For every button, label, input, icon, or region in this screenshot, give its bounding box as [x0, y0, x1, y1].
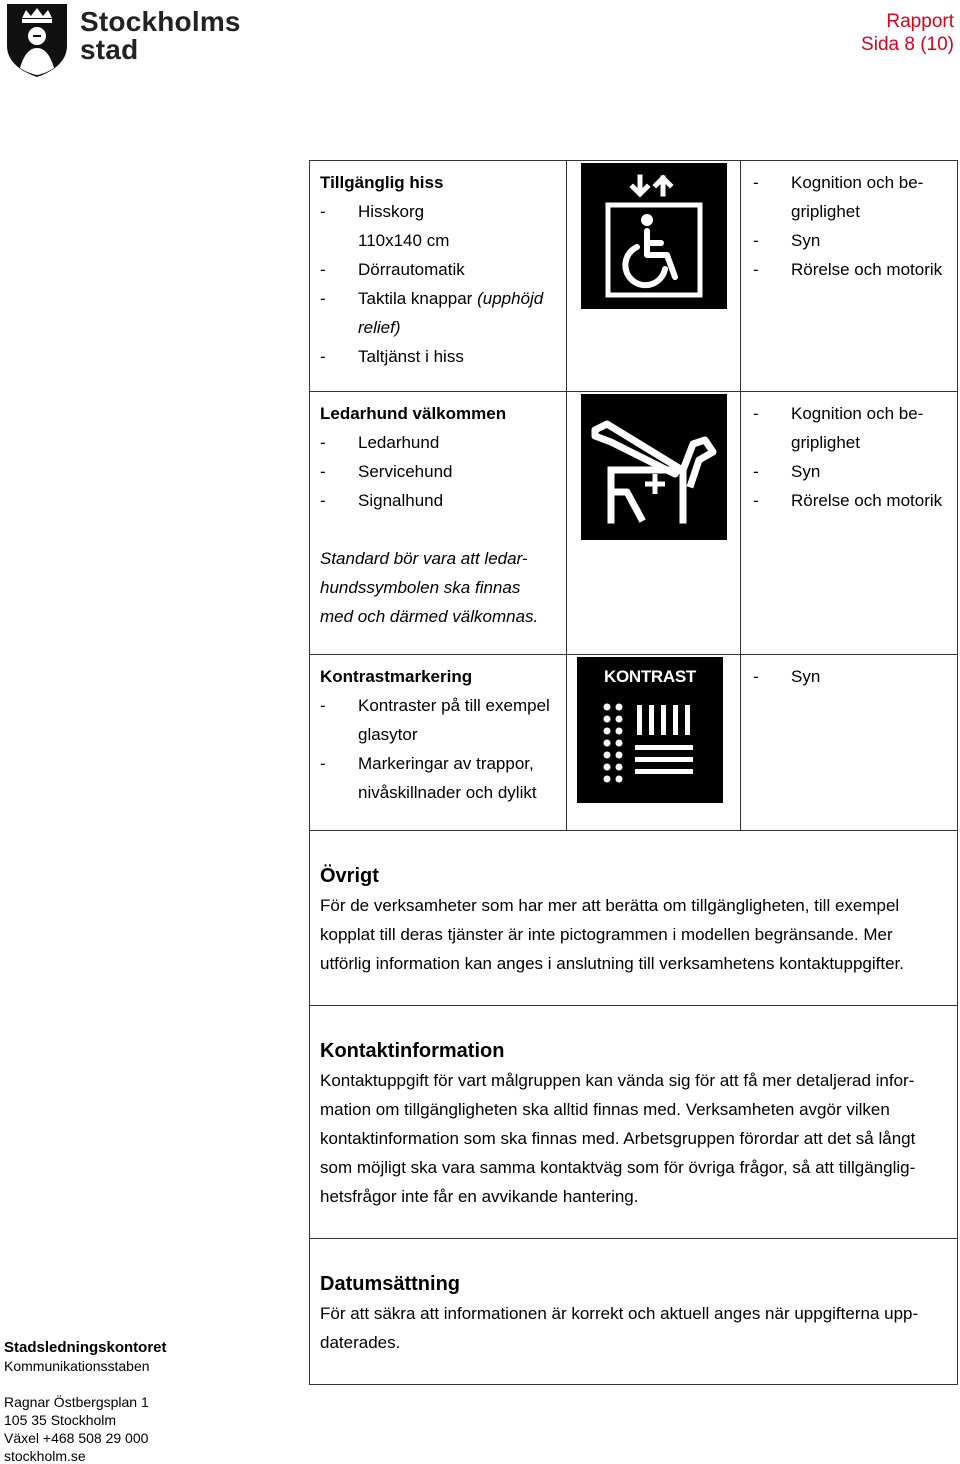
- target-groups: [741, 161, 957, 391]
- paragraph-line: mation om tillgängligheten ska alltid finnas med. Verksamheten avgör vilken: [320, 1100, 890, 1119]
- contrast-pictogram-label: KONTRAST: [603, 667, 697, 686]
- list-item-continued: 110x140 cm: [358, 231, 450, 250]
- row-title: Tillgänglig hiss: [320, 173, 444, 192]
- list-item: - Signalhund: [320, 491, 444, 510]
- list-item: - Syn: [753, 462, 821, 481]
- paragraph-line: För de verksamheter som har mer att berätta om tillgängligheten, till exempel: [320, 896, 900, 915]
- list-item: - Markeringar av trappor,: [320, 754, 534, 773]
- target-groups: [741, 655, 957, 830]
- page-number: Sida 8 (10): [861, 34, 954, 55]
- row-description: [310, 161, 567, 391]
- section-heading: Övrigt: [320, 865, 379, 887]
- logo-wordmark: Stockholms stad: [80, 6, 241, 65]
- row-description: [310, 392, 567, 654]
- row-description: [310, 655, 567, 830]
- note-text: med och därmed välkomnas.: [320, 607, 539, 626]
- city-crest-icon: [4, 2, 70, 78]
- footer-website-link[interactable]: stockholm.se: [4, 1448, 86, 1464]
- paragraph-line: utförlig information kan anges i anslutning till verksamhetens kontaktuppgifter.: [320, 954, 904, 973]
- list-item: - Kontraster på till exempel: [320, 696, 550, 715]
- guide-dog-icon: [581, 394, 727, 540]
- list-item: - Taktila knappar (upphöjd: [320, 289, 544, 308]
- footer-org: [4, 1339, 167, 1375]
- footer-contact: [4, 1393, 149, 1464]
- pictogram-cell: [567, 655, 741, 830]
- paragraph-line: kontaktinformation som ska finnas med. Arbetsgruppen förordar att det så långt: [320, 1129, 916, 1148]
- section-datumsattning: [309, 1239, 958, 1385]
- note-text: hundssymbolen ska finnas: [320, 578, 521, 597]
- note-text: Standard bör vara att ledar-: [320, 549, 528, 568]
- stockholms-stad-logo: [4, 2, 241, 80]
- list-item-continued: relief): [358, 318, 401, 337]
- list-item-continued: griplighet: [791, 202, 860, 221]
- list-item: - Syn: [753, 667, 821, 686]
- footer-department: Kommunikationsstaben: [4, 1358, 150, 1374]
- paragraph-line: kopplat till deras tjänster är inte pictogrammen i modellen begränsande. Mer: [320, 925, 893, 944]
- paragraph-line: För att säkra att informationen är korrekt och aktuell anges när uppgifterna upp-: [320, 1304, 919, 1323]
- list-item: - Hisskorg: [320, 202, 425, 221]
- list-item: - Rörelse och motorik: [753, 260, 943, 279]
- list-item-continued: griplighet: [791, 433, 860, 452]
- footer-phone: Växel +468 508 29 000: [4, 1430, 149, 1446]
- document-type: Rapport: [886, 11, 954, 32]
- paragraph-line: hetsfrågor inte får en avvikande hantering.: [320, 1187, 639, 1206]
- row-title: Kontrastmarkering: [320, 667, 473, 686]
- section-heading: Kontaktinformation: [320, 1040, 505, 1062]
- list-item: - Rörelse och motorik: [753, 491, 943, 510]
- section-kontaktinformation: [309, 1006, 958, 1239]
- guide-dog-pictogram: [581, 394, 727, 540]
- table-row-contrast: [309, 655, 958, 831]
- footer-organization: Stadsledningskontoret: [4, 1339, 167, 1356]
- elevator-wheelchair-icon: [581, 163, 727, 309]
- target-groups: [741, 392, 957, 654]
- footer-address: Ragnar Östbergsplan 1: [4, 1394, 149, 1410]
- list-item: - Syn: [753, 231, 821, 250]
- pictogram-cell: [567, 161, 741, 391]
- list-item: - Servicehund: [320, 462, 453, 481]
- paragraph-line: Kontaktuppgift för vart målgruppen kan vända sig för att få mer detaljerad infor-: [320, 1071, 915, 1090]
- list-item: - Ledarhund: [320, 433, 440, 452]
- pictogram-cell: [567, 392, 741, 654]
- section-ovrigt: [309, 831, 958, 1006]
- contrast-pattern-icon: [577, 657, 723, 803]
- page-header: [861, 10, 954, 56]
- list-item: - Taltjänst i hiss: [320, 347, 464, 366]
- paragraph-line: daterades.: [320, 1333, 401, 1352]
- list-item: - Kognition och be-: [753, 173, 924, 192]
- row-title: Ledarhund välkommen: [320, 404, 507, 423]
- paragraph-line: som möjligt ska vara samma kontaktväg som för övriga frågor, så att tillgänglig-: [320, 1158, 916, 1177]
- footer-postal: 105 35 Stockholm: [4, 1412, 117, 1428]
- section-heading: Datumsättning: [320, 1273, 460, 1295]
- table-row-elevator: [309, 161, 958, 392]
- accessibility-table: [309, 160, 958, 1385]
- table-row-guide-dog: [309, 392, 958, 655]
- list-item: - Kognition och be-: [753, 404, 924, 423]
- list-item-continued: glasytor: [358, 725, 418, 744]
- list-item: - Dörrautomatik: [320, 260, 465, 279]
- elevator-accessible-pictogram: [581, 163, 727, 309]
- list-item-continued: nivåskillnader och dylikt: [358, 783, 537, 802]
- contrast-pictogram: [577, 657, 723, 803]
